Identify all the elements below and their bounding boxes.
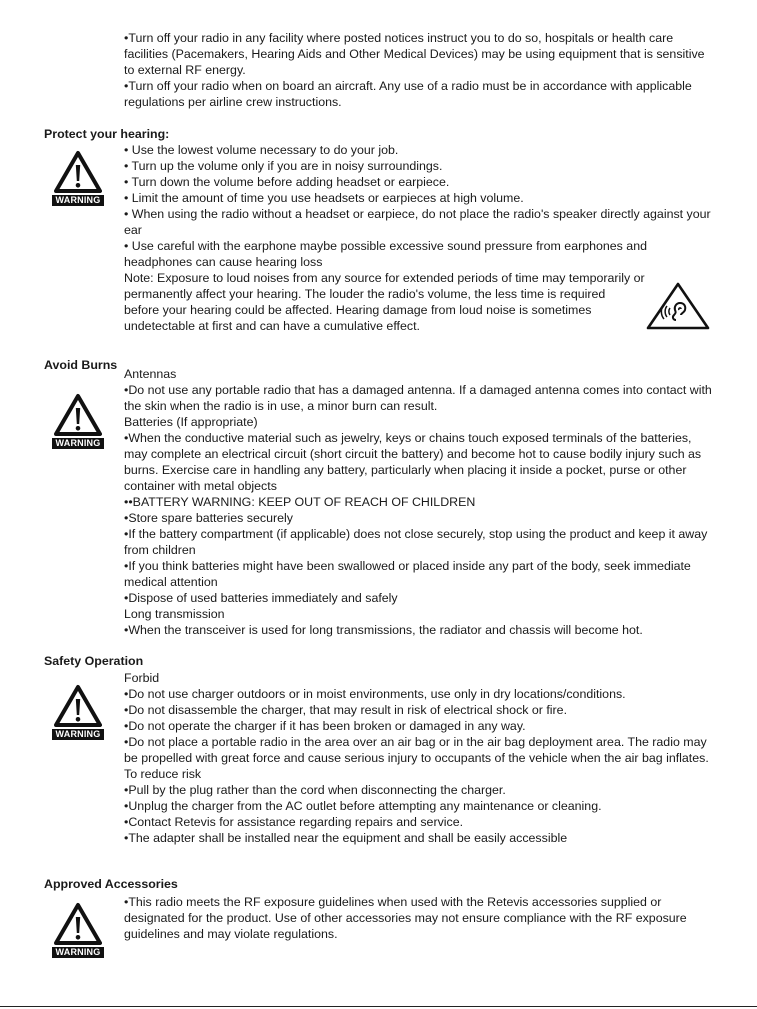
warning-triangle-icon — [54, 150, 102, 194]
list-item: • Limit the amount of time you use headsets or earpieces at high volume. — [124, 191, 524, 205]
list-item: •Do not place a portable radio in the area over an air bag or in the air bag deployment area. The radio may be propelled with great force and cause serious injury to occupants of the vehicle when the air bag inflates. — [124, 735, 709, 765]
list-item: •Dispose of used batteries immediately and safely — [124, 591, 398, 605]
intro-line: •Turn off your radio in any facility where posted notices instruct you to do so, hospitals or health care facilities (Pacemakers, Hearing Aids and Other Medical Devices) may be using equipment that is sensitive to external RF energy. — [124, 31, 705, 77]
list-item: • When using the radio without a headset or earpiece, do not place the radio's speaker directly against your ear — [124, 207, 711, 237]
section-heading-burns: Avoid Burns — [44, 358, 118, 372]
intro-line: •Turn off your radio when on board an aircraft. Any use of a radio must be in accordance with applicable regulations per airline crew instructions. — [124, 79, 692, 109]
warning-label: WARNING — [52, 729, 104, 740]
note-line: permanently affect your hearing. The louder the radio's volume, the less time is required — [124, 287, 606, 301]
list-item: •This radio meets the RF exposure guidelines when used with the Retevis accessories supplied or designated for the product. Use of other accessories may not ensure compliance with the RF exposure guidelines and may violate regulations. — [124, 895, 687, 941]
list-item: •Contact Retevis for assistance regarding repairs and service. — [124, 815, 464, 829]
warning-block-burns — [52, 393, 104, 451]
list-item: • Use the lowest volume necessary to do your job. — [124, 143, 399, 157]
burns-text — [124, 366, 715, 638]
list-item: •Unplug the charger from the AC outlet before attempting any maintenance or cleaning. — [124, 799, 602, 813]
list-item: • Turn down the volume before adding headset or earpiece. — [124, 175, 450, 189]
list-item: •Do not operate the charger if it has been broken or damaged in any way. — [124, 719, 526, 733]
note-line: undetectable at first and can have a cumulative effect. — [124, 319, 420, 333]
list-item: Antennas — [124, 367, 177, 381]
list-item: •If the battery compartment (if applicable) does not close securely, stop using the product and keep it away from children — [124, 527, 708, 557]
section-heading-hearing: Protect your hearing: — [44, 127, 170, 141]
list-item: •When the transceiver is used for long transmissions, the radiator and chassis will become hot. — [124, 623, 643, 637]
note-line: before your hearing could be affected. Hearing damage from loud noise is sometimes — [124, 303, 592, 317]
warning-block-hearing — [52, 150, 104, 208]
hearing-text — [124, 142, 715, 334]
list-item: •Do not use charger outdoors or in moist environments, use only in dry locations/conditions. — [124, 687, 626, 701]
warning-triangle-icon — [54, 902, 102, 946]
warning-block-accessories — [52, 902, 104, 960]
warning-triangle-icon — [54, 684, 102, 728]
list-item: •Do not use any portable radio that has a damaged antenna. If a damaged antenna comes into contact with the skin when the radio is in use, a minor burn can result. — [124, 383, 712, 413]
section-heading-safety: Safety Operation — [44, 654, 144, 668]
safety-text — [124, 670, 715, 846]
list-item: •When the conductive material such as jewelry, keys or chains touch exposed terminals of the batteries, may complete an electrical circuit (short circuit the battery) and become hot to cause bodily injury such as burns. Exercise care in handling any battery, particularly when placing it inside a pocket, purse or other container with metal objects — [124, 431, 702, 493]
accessories-text — [124, 894, 715, 942]
list-item: •Do not disassemble the charger, that may result in risk of electrical shock or fire. — [124, 703, 568, 717]
warning-triangle-icon — [54, 393, 102, 437]
hearing-damage-icon — [646, 282, 710, 330]
note-line: Note: Exposure to loud noises from any source for extended periods of time may temporarily or — [124, 271, 645, 285]
warning-block-safety — [52, 684, 104, 742]
list-item: ••BATTERY WARNING: KEEP OUT OF REACH OF CHILDREN — [124, 495, 476, 509]
list-item: To reduce risk — [124, 767, 202, 781]
list-item: Forbid — [124, 671, 160, 685]
list-item: •The adapter shall be installed near the equipment and shall be easily accessible — [124, 831, 568, 845]
warning-label: WARNING — [52, 195, 104, 206]
list-item: Batteries (If appropriate) — [124, 415, 258, 429]
warning-label: WARNING — [52, 947, 104, 958]
list-item: •Pull by the plug rather than the cord when disconnecting the charger. — [124, 783, 506, 797]
list-item: •Store spare batteries securely — [124, 511, 293, 525]
list-item: • Turn up the volume only if you are in noisy surroundings. — [124, 159, 443, 173]
list-item: •If you think batteries might have been swallowed or placed inside any part of the body, seek immediate medical attention — [124, 559, 691, 589]
intro-text — [124, 30, 715, 110]
list-item: • Use careful with the earphone maybe possible excessive sound pressure from earphones and headphones can cause hearing loss — [124, 239, 647, 269]
warning-label: WARNING — [52, 438, 104, 449]
list-item: Long transmission — [124, 607, 225, 621]
section-heading-accessories: Approved Accessories — [44, 877, 178, 891]
page-bottom-rule — [0, 1006, 757, 1007]
